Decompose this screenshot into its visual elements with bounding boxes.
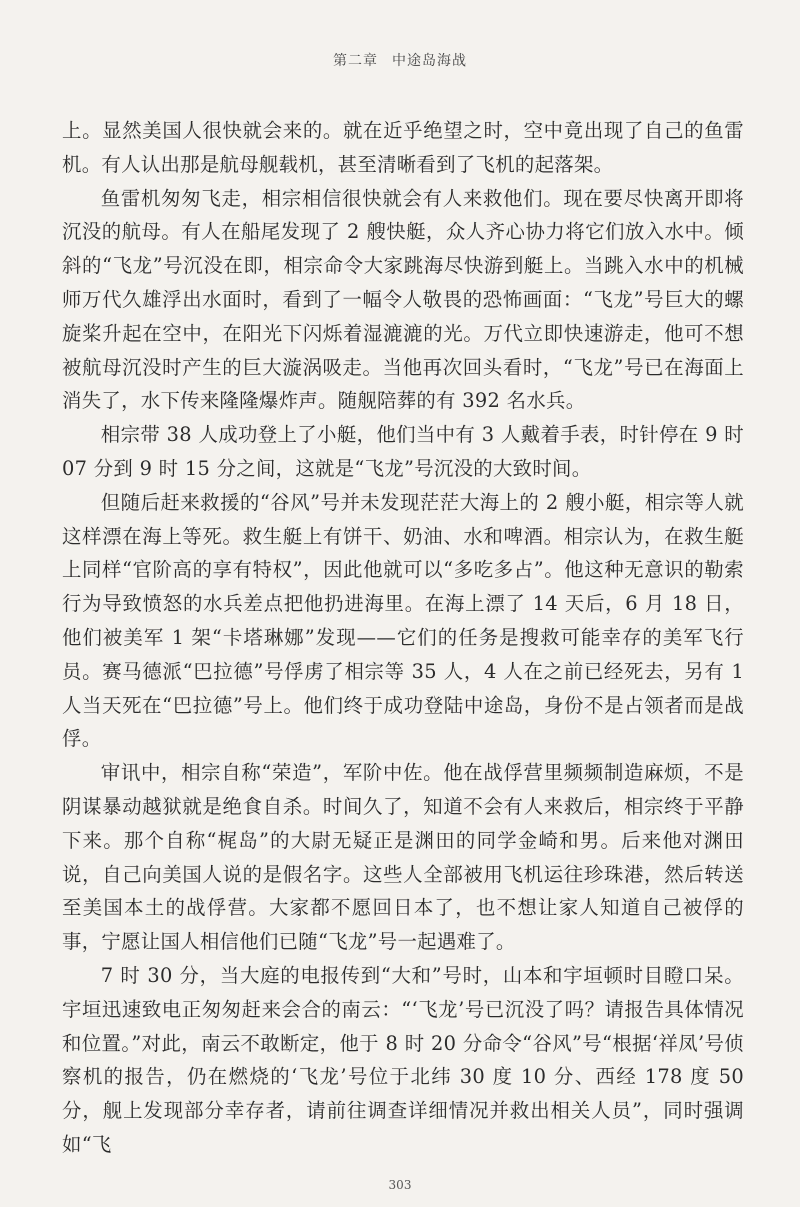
paragraph: 但随后赶来救援的“谷风”号并未发现茫茫大海上的 2 艘小艇，相宗等人就这样漂在海上等死。救生艇上有饼干、奶油、水和啤酒。相宗认为，在救生艇上同样“官阶高的享有特权”，因此他就可以“多吃多占”。他这种无意识的勒索行为导致愤怒的水兵差点把他扔进海里。在海上漂了 14 天后，6 月 18 日，他们被美军 1 架“卡塔琳娜”发现——它们的任务是搜救可能幸存的美军飞行员。赛马德派“巴拉德”号俘虏了相宗等 35 人，4 人在之前已经死去，另有 1 人当天死在“巴拉德”号上。他们终于成功登陆中途岛，身份不是占领者而是战俘。	[62, 490, 744, 751]
paragraph: 相宗带 38 人成功登上了小艇，他们当中有 3 人戴着手表，时针停在 9 时 07 分到 9 时 15 分之间，这就是“飞龙”号沉没的大致时间。	[62, 423, 744, 480]
chapter-label: 第二章	[333, 53, 378, 69]
paragraph: 上。显然美国人很快就会来的。就在近乎绝望之时，空中竟出现了自己的鱼雷机。有人认出那是航母舰载机，甚至清晰看到了飞机的起落架。	[62, 119, 744, 176]
paragraph: 鱼雷机匆匆飞走，相宗相信很快就会有人来救他们。现在要尽快离开即将沉没的航母。有人在船尾发现了 2 艘快艇，众人齐心协力将它们放入水中。倾斜的“飞龙”号沉没在即，相宗命令大家跳海尽快游到艇上。当跳入水中的机械师万代久雄浮出水面时，看到了一幅令人敬畏的恐怖画面：“飞龙”号巨大的螺旋桨升起在空中，在阳光下闪烁着湿漉漉的光。万代立即快速游走，他可不想被航母沉没时产生的巨大漩涡吸走。当他再次回头看时，“飞龙”号已在海面上消失了，水下传来隆隆爆炸声。随舰陪葬的有 392 名水兵。	[62, 186, 744, 413]
running-header	[0, 50, 800, 70]
body-text	[62, 114, 744, 1162]
paragraph: 7 时 30 分，当大庭的电报传到“大和”号时，山本和宇垣顿时目瞪口呆。宇垣迅速致电正匆匆赶来会合的南云：“‘飞龙’号已沉没了吗？请报告具体情况和位置。”对此，南云不敢断定，他于 8 时 20 分命令“谷风”号“根据‘祥凤’号侦察机的报告，仍在燃烧的‘飞龙’号位于北纬 30 度 10 分、西经 178 度 50 分，舰上发现部分幸存者，请前往调查详细情况并救出相关人员”，同时强调如“飞	[62, 963, 744, 1156]
paragraph: 审讯中，相宗自称“荣造”，军阶中佐。他在战俘营里频频制造麻烦，不是阴谋暴动越狱就是绝食自杀。时间久了，知道不会有人来救后，相宗终于平静下来。那个自称“梶岛”的大尉无疑正是渊田的同学金崎和男。后来他对渊田说，自己向美国人说的是假名字。这些人全部被用飞机运往珍珠港，然后转送至美国本土的战俘营。大家都不愿回日本了，也不想让家人知道自己被俘的事，宁愿让国人相信他们已随“飞龙”号一起遇难了。	[62, 761, 744, 954]
page-number: 303	[388, 1178, 412, 1192]
chapter-title: 中途岛海战	[392, 53, 467, 69]
